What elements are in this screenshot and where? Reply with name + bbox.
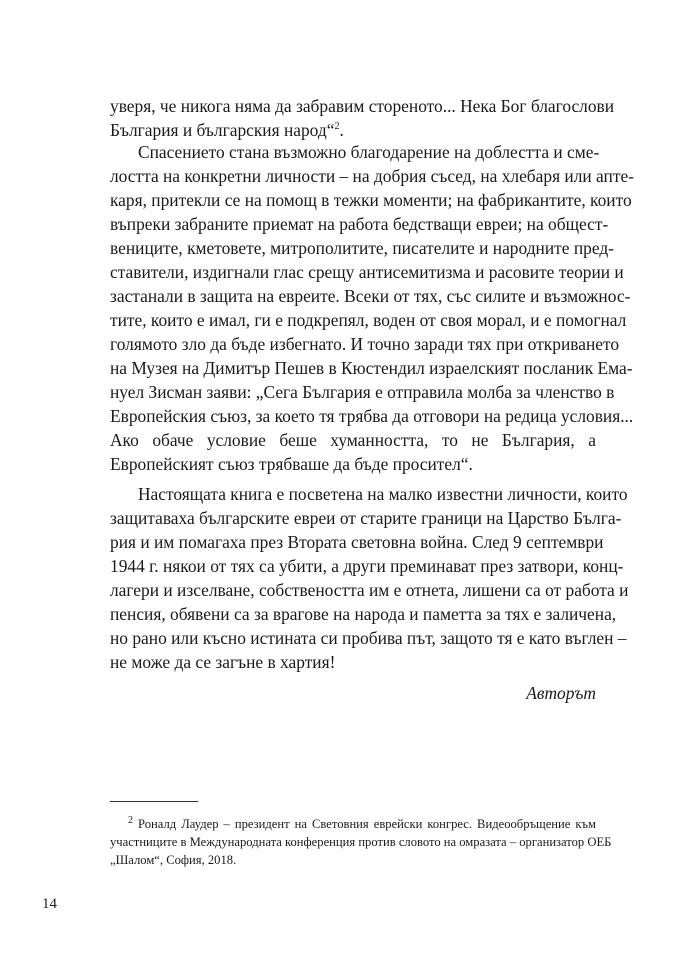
text-line: лостта на конкретни личности – на добрия съсед, на хлебаря или апте- — [110, 166, 634, 186]
text-line: но рано или късно истината си пробива път, защото тя е като въглен – — [110, 628, 627, 648]
text-line: нуел Зисман заяви: „Сега България е отправила молба за членство в — [110, 382, 615, 402]
text-fragment: България и българския народ“ — [110, 120, 335, 140]
footnote-text: Роналд Лаудер – президент на Световния еврейски конгрес. Видеообръщение към — [138, 817, 597, 831]
footnote-number-wrap — [110, 814, 138, 831]
text-line: ставители, издигнали глас срещу антисемитизма и расовите теории и — [110, 262, 624, 282]
text-line: въпреки забраните приемат на работа бедстващи евреи; на общест- — [110, 214, 609, 234]
text-line: Европейския съюз, за което тя трябва да отговори на редица условия... — [110, 406, 634, 426]
text-line: Спасението стана възможно благодарение на доблестта и сме- — [138, 142, 600, 162]
text-fragment: . — [339, 120, 344, 140]
text-line: на Музея на Димитър Пешев в Кюстендил израелският посланик Ема- — [110, 358, 633, 378]
text-line — [110, 118, 596, 142]
footnote-line: „Шалом“, София, 2018. — [110, 853, 237, 867]
text-line: вениците, кметовете, митрополитите, писателите и народните пред- — [110, 238, 614, 258]
footnote-line: участниците в Международната конференция против словото на омразата – организатор ОЕБ — [110, 835, 612, 849]
text-line: не може да се загъне в хартия! — [110, 652, 336, 672]
text-line: Настоящата книга е посветена на малко известни личности, които — [138, 484, 628, 504]
text-line: пенсия, обявени са за врагове на народа и паметта за тях е заличена, — [110, 604, 617, 624]
text-line: застанали в защита на евреите. Всеки от тях, със силите и възможнос- — [110, 286, 631, 306]
text-line: лагери и изселване, собствеността им е отнета, лишени са от работа и — [110, 580, 629, 600]
text-line: Европейският съюз трябваше да бъде просител“. — [110, 454, 473, 474]
text-line: защитаваха българските евреи от старите граници на Царство Бълга- — [110, 508, 622, 528]
paragraph-rescue — [110, 140, 634, 476]
paragraph-book-dedication — [110, 482, 629, 674]
footnote-line — [110, 815, 596, 833]
footnote — [110, 814, 612, 869]
paragraph-closing-quote — [110, 94, 615, 142]
footnote-divider — [110, 801, 198, 802]
footnote-number: 2 — [128, 814, 133, 826]
text-line: Ако обаче условие беше хуманността, то не България, а — [110, 430, 596, 450]
text-line: голямото зло да бъде избегнато. И точно заради тях при откриването — [110, 334, 620, 354]
text-line: уверя, че никога няма да забравим стореното... Нека Бог благослови — [110, 96, 615, 116]
text-line: рия и им помагаха през Втората световна война. След 9 септември — [110, 532, 604, 552]
text-line: тите, които е имал, ги е подкрепял, воден от своя морал, и е помогнал — [110, 310, 627, 330]
author-signature: Авторът — [526, 683, 596, 703]
footnote-reference[interactable]: 2 — [334, 121, 340, 133]
page-number: 14 — [42, 896, 57, 912]
text-line: каря, притекли се на помощ в тежки моменти; на фабрикантите, които — [110, 190, 632, 210]
text-line: 1944 г. някои от тях са убити, а други преминават през затвори, конц- — [110, 556, 624, 576]
